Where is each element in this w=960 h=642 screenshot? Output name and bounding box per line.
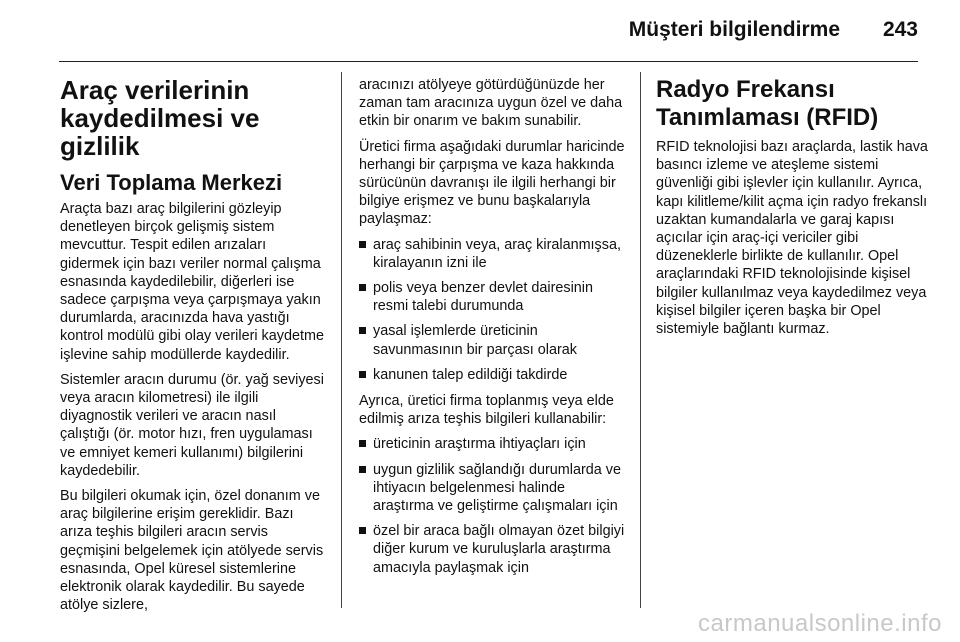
- bullet-icon: [359, 527, 366, 534]
- watermark: carmanualsonline.info: [698, 610, 942, 637]
- column-2: [359, 76, 627, 585]
- list-item: [359, 435, 627, 453]
- column-3: [656, 76, 928, 345]
- column-divider-2: [640, 72, 641, 608]
- list-item-text: üreticinin araştırma ihtiyaçları için: [373, 436, 586, 453]
- paragraph: Bu bilgileri okumak için, özel donanım ve araç bilgilerine erişim gereklidir. Bazı arıza teşhis bilgileri aracın servis geçmişini belgelemek için atölyede servis esnasında, Opel küresel sistemlerine elektronik olarak kaydedilir. Bu sayede atölye sizlere,: [60, 488, 324, 614]
- page-header: [0, 0, 960, 62]
- paragraph: RFID teknolojisi bazı araçlarda, lastik hava basıncı izleme ve ateşleme sistemi güvenliği gibi işlevler için kullanılır. Ayrıca, kapı kilitleme/kilit açma için radyo frekanslı uzaktan kumandalarla ve garaj kapısı açıcılar için araç-içi vericiler gibi düzeneklerle birlikte de kullanılır. Opel araçlarındaki RFID teknolojisinde kişisel bilgiler kullanılmaz veya kaydedilmez veya kişisel bilgiler içeren başka bir Opel sistemiyle bağlantı kurmaz.: [656, 139, 928, 338]
- bullet-icon: [359, 327, 366, 334]
- list-item: [359, 366, 627, 384]
- bullet-list: [359, 236, 627, 384]
- list-item: [359, 279, 627, 315]
- bullet-list: [359, 435, 627, 576]
- header-divider: [59, 61, 918, 62]
- paragraph: Araçta bazı araç bilgilerini gözleyip denetleyen birçok gelişmiş sistem mevcuttur. Tespit edilen arızaları gidermek için bazı veriler normal çalışma esnasında kaydedilebilir, diğerleri ise sadece çarpışma veya çarpışmaya yakın durumlarda, aracınızda hava yastığı kontrol modülü gibi olay verileri kaydetme işlevine sahip modüllerde kaydedilir.: [60, 201, 324, 363]
- paragraph: Sistemler aracın durumu (ör. yağ seviyesi veya aracın kilometresi) ile ilgili diyagnostik verileri ve aracın nasıl çalıştığı (ör. motor hızı, fren uygulaması ve emniyet kemeri kullanımı) bilgilerini kaydedebilir.: [60, 371, 324, 479]
- paragraph: Ayrıca, üretici firma toplanmış veya elde edilmiş arıza teşhis bilgileri kullanabilir:: [359, 393, 614, 428]
- bullet-icon: [359, 440, 366, 447]
- list-item: [359, 522, 627, 577]
- column-1: [60, 76, 328, 621]
- bullet-icon: [359, 466, 366, 473]
- list-item-text: araç sahibinin veya, araç kiralanmışsa, kiralayanın izni ile: [373, 236, 621, 271]
- list-item: [359, 322, 627, 358]
- paragraph: aracınızı atölyeye götürdüğünüzde her zaman tam aracınıza uygun özel ve daha etkin bir onarım ve bakım sunabilir.: [359, 77, 623, 130]
- list-item: [359, 236, 627, 272]
- section-heading: Radyo Frekansı Tanımlaması (RFID): [656, 76, 879, 131]
- list-item-text: özel bir araca bağlı olmayan özet bilgiyi diğer kurum ve kuruluşlarla araştırma amacıyla paylaşmak için: [373, 523, 625, 576]
- list-item-text: kanunen talep edildiği takdirde: [373, 366, 568, 383]
- bullet-icon: [359, 371, 366, 378]
- column-divider-1: [341, 72, 342, 608]
- list-item-text: uygun gizlilik sağlandığı durumlarda ve ihtiyacın belgelenmesi halinde araştırma ve geliştirme çalışmaları için: [373, 461, 621, 515]
- list-item: [359, 461, 627, 516]
- list-item-text: polis veya benzer devlet dairesinin resmi talebi durumunda: [373, 280, 593, 315]
- bullet-icon: [359, 241, 366, 248]
- list-item-text: yasal işlemlerde üreticinin savunmasının bir parçası olarak: [373, 323, 577, 358]
- bullet-icon: [359, 284, 366, 291]
- section-heading: Araç verilerinin kaydedilmesi ve gizlilik: [60, 75, 260, 161]
- paragraph: Üretici firma aşağıdaki durumlar haricinde herhangi bir çarpışma ve kaza hakkında sürücünün davranışı ile ilgili herhangi bir bilgiye erişmez ve bunu başkalarıyla paylaşmaz:: [359, 138, 625, 228]
- subsection-heading: Veri Toplama Merkezi: [60, 170, 283, 195]
- page-number: 243: [882, 18, 918, 41]
- section-title: Müşteri bilgilendirme: [628, 18, 840, 41]
